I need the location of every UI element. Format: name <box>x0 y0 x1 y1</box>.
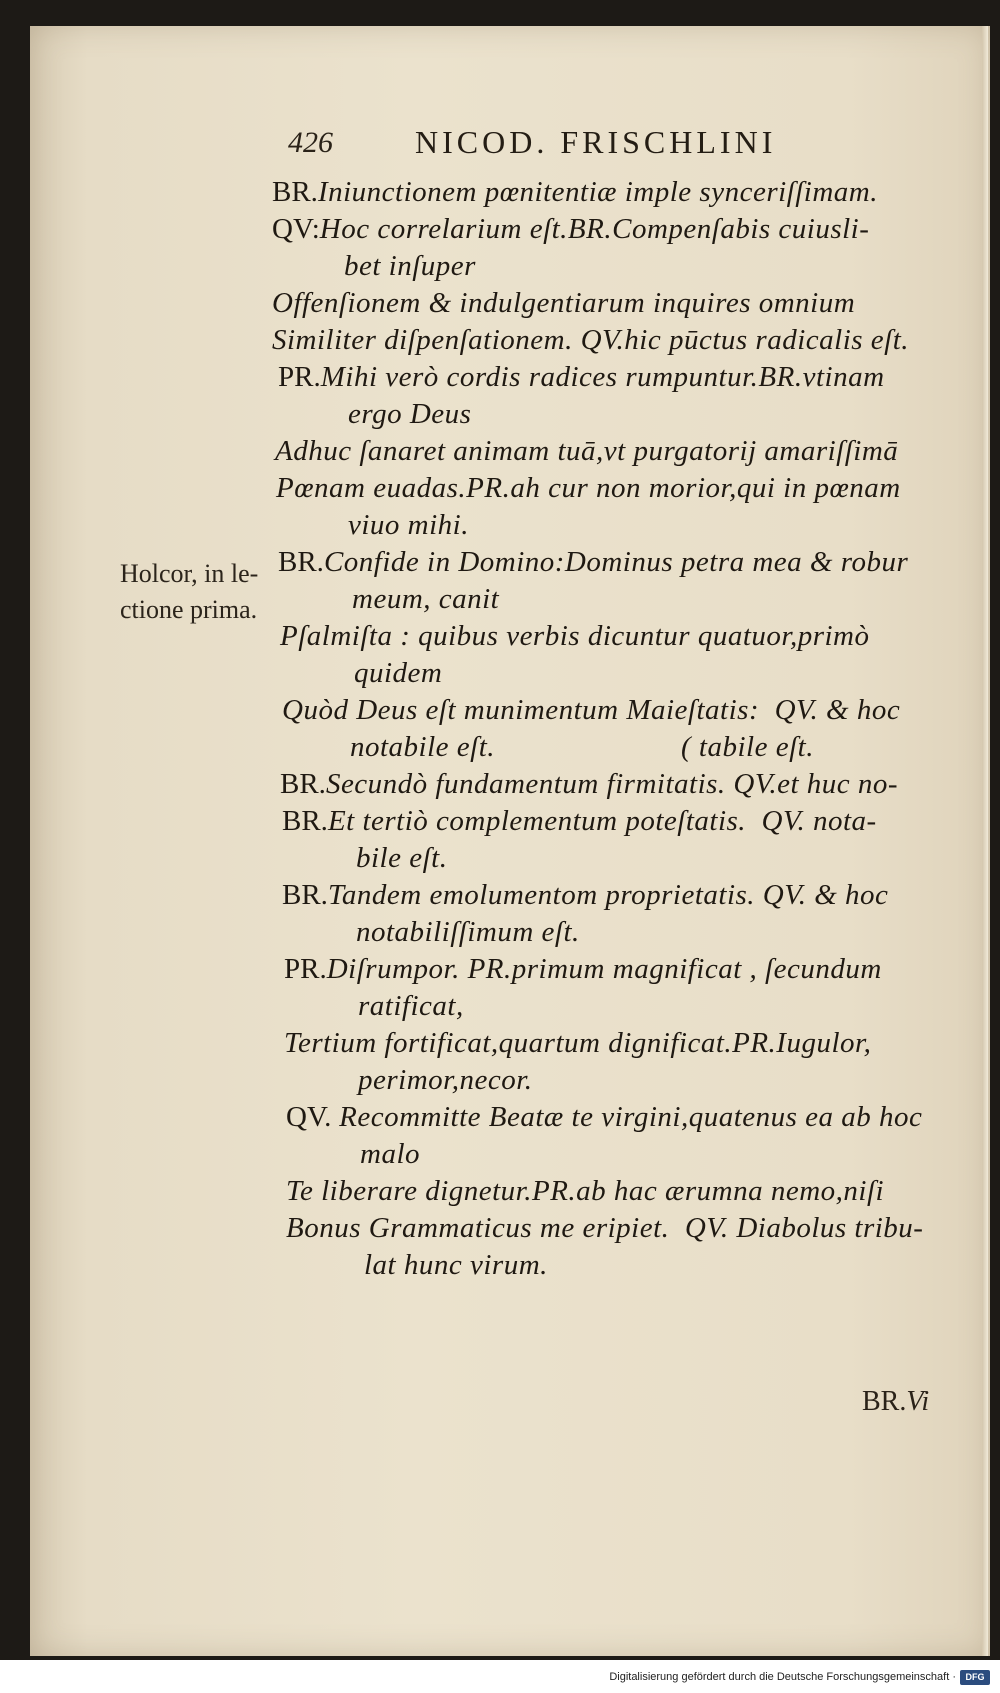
line-text: Offenſionem & indulgentiarum inquires omnium <box>272 287 856 319</box>
text-line <box>284 1027 871 1067</box>
line-text: Quòd Deus eſt munimentum Maieſtatis: QV. & hoc <box>282 694 901 726</box>
line-text: Secundò fundamentum firmitatis. QV.et huc no- <box>325 768 899 800</box>
marginal-note-line: ctione prima. <box>120 595 258 624</box>
text-line <box>272 213 869 253</box>
running-title: NICOD. FRISCHLINI <box>415 124 777 160</box>
catchword-text: Vi <box>906 1386 930 1417</box>
text-line <box>286 1101 922 1141</box>
text-line <box>358 990 464 1030</box>
line-text: malo <box>360 1138 420 1170</box>
funding-credit: Digitalisierung gefördert durch die Deutsche Forschungsgemeinschaft · <box>609 1671 956 1683</box>
page-number: 426 <box>288 126 333 159</box>
text-line <box>272 176 878 216</box>
text-line <box>282 694 900 734</box>
text-line <box>284 953 882 993</box>
speaker-label: QV: <box>272 213 320 245</box>
text-line <box>344 250 476 290</box>
text-line <box>356 842 447 882</box>
text-line <box>278 546 908 586</box>
speaker-label: BR. <box>282 805 328 837</box>
line-text: notabile eſt. ( tabile eſt. <box>350 731 814 763</box>
text-line <box>360 1138 420 1178</box>
text-line <box>276 472 901 512</box>
line-text: viuo mihi. <box>348 509 469 541</box>
text-line <box>364 1249 548 1289</box>
catchword <box>862 1386 929 1418</box>
text-line <box>282 879 888 919</box>
page-header <box>30 118 990 168</box>
line-text: perimor,necor. <box>358 1064 533 1096</box>
text-line <box>348 509 469 549</box>
text-line <box>282 805 877 845</box>
line-text: Pſalmiſta : quibus verbis dicuntur quatuor,primò <box>280 620 870 652</box>
speaker-label: BR. <box>280 768 326 800</box>
line-text: Confide in Domino:Dominus petra mea & robur <box>323 546 909 578</box>
line-text: ratificat, <box>358 990 464 1022</box>
text-line <box>286 1212 923 1252</box>
line-text: Te liberare dignetur.PR.ab hac ærumna nemo,niſi <box>286 1175 885 1207</box>
line-text: Diſrumpor. PR.primum magnificat , ſecundum <box>326 953 882 985</box>
text-line <box>280 768 898 808</box>
dfg-logo: DFG <box>960 1670 990 1685</box>
text-line <box>286 1175 884 1215</box>
text-line <box>356 916 580 956</box>
line-text: Adhuc ſanaret animam tuā,vt purgatorij amariſſimā <box>275 435 899 467</box>
speaker-label: QV. <box>286 1101 332 1133</box>
text-line <box>272 324 909 364</box>
speaker-label: BR. <box>282 879 328 911</box>
line-text: Pœnam euadas.PR.ah cur non morior,qui in pœnam <box>276 472 901 504</box>
line-text: Recommitte Beatæ te virgini,quatenus ea ab hoc <box>331 1101 923 1133</box>
line-text: Tandem emolumentom proprietatis. QV. & hoc <box>327 879 889 911</box>
line-text: bile eſt. <box>356 842 448 874</box>
text-line <box>275 435 898 475</box>
line-text: quidem <box>354 657 443 689</box>
line-text: Et tertiò complementum poteſtatis. QV. nota- <box>327 805 877 837</box>
speaker-label: PR. <box>284 953 327 985</box>
line-text: Similiter diſpenſationem. QV.hic pūctus radicalis eſt. <box>272 324 910 356</box>
speaker-label: BR. <box>272 176 318 208</box>
text-line <box>350 731 814 771</box>
speaker-label: PR. <box>278 361 321 393</box>
line-text: Iniunctionem pœnitentiæ imple synceriſſimam. <box>317 176 878 208</box>
line-text: notabiliſſimum eſt. <box>356 916 580 948</box>
text-line <box>358 1064 533 1104</box>
text-line <box>280 620 870 660</box>
line-text: lat hunc virum. <box>364 1249 548 1281</box>
text-line <box>352 583 499 623</box>
line-text: Mihi verò cordis radices rumpuntur.BR.vtinam <box>320 361 885 393</box>
digitization-footer <box>0 1666 1000 1693</box>
text-line <box>272 287 855 327</box>
speaker-label: BR. <box>278 546 324 578</box>
line-text: Bonus Grammaticus me eripiet. QV. Diabolus tribu- <box>286 1212 924 1244</box>
book-page <box>30 26 990 1656</box>
text-line <box>354 657 442 697</box>
marginal-note-line: Holcor, in le- <box>120 559 259 588</box>
text-line <box>348 398 471 438</box>
line-text: meum, canit <box>352 583 500 615</box>
text-line <box>278 361 885 401</box>
line-text: Tertium fortificat,quartum dignificat.PR.Iugulor, <box>284 1027 872 1059</box>
line-text: ergo Deus <box>348 398 472 430</box>
line-text: Hoc correlarium eſt.BR.Compenſabis cuiusli- <box>319 213 870 245</box>
line-text: bet inſuper <box>344 250 476 282</box>
catchword-speaker: BR. <box>862 1386 907 1417</box>
page-edge <box>982 26 988 1656</box>
